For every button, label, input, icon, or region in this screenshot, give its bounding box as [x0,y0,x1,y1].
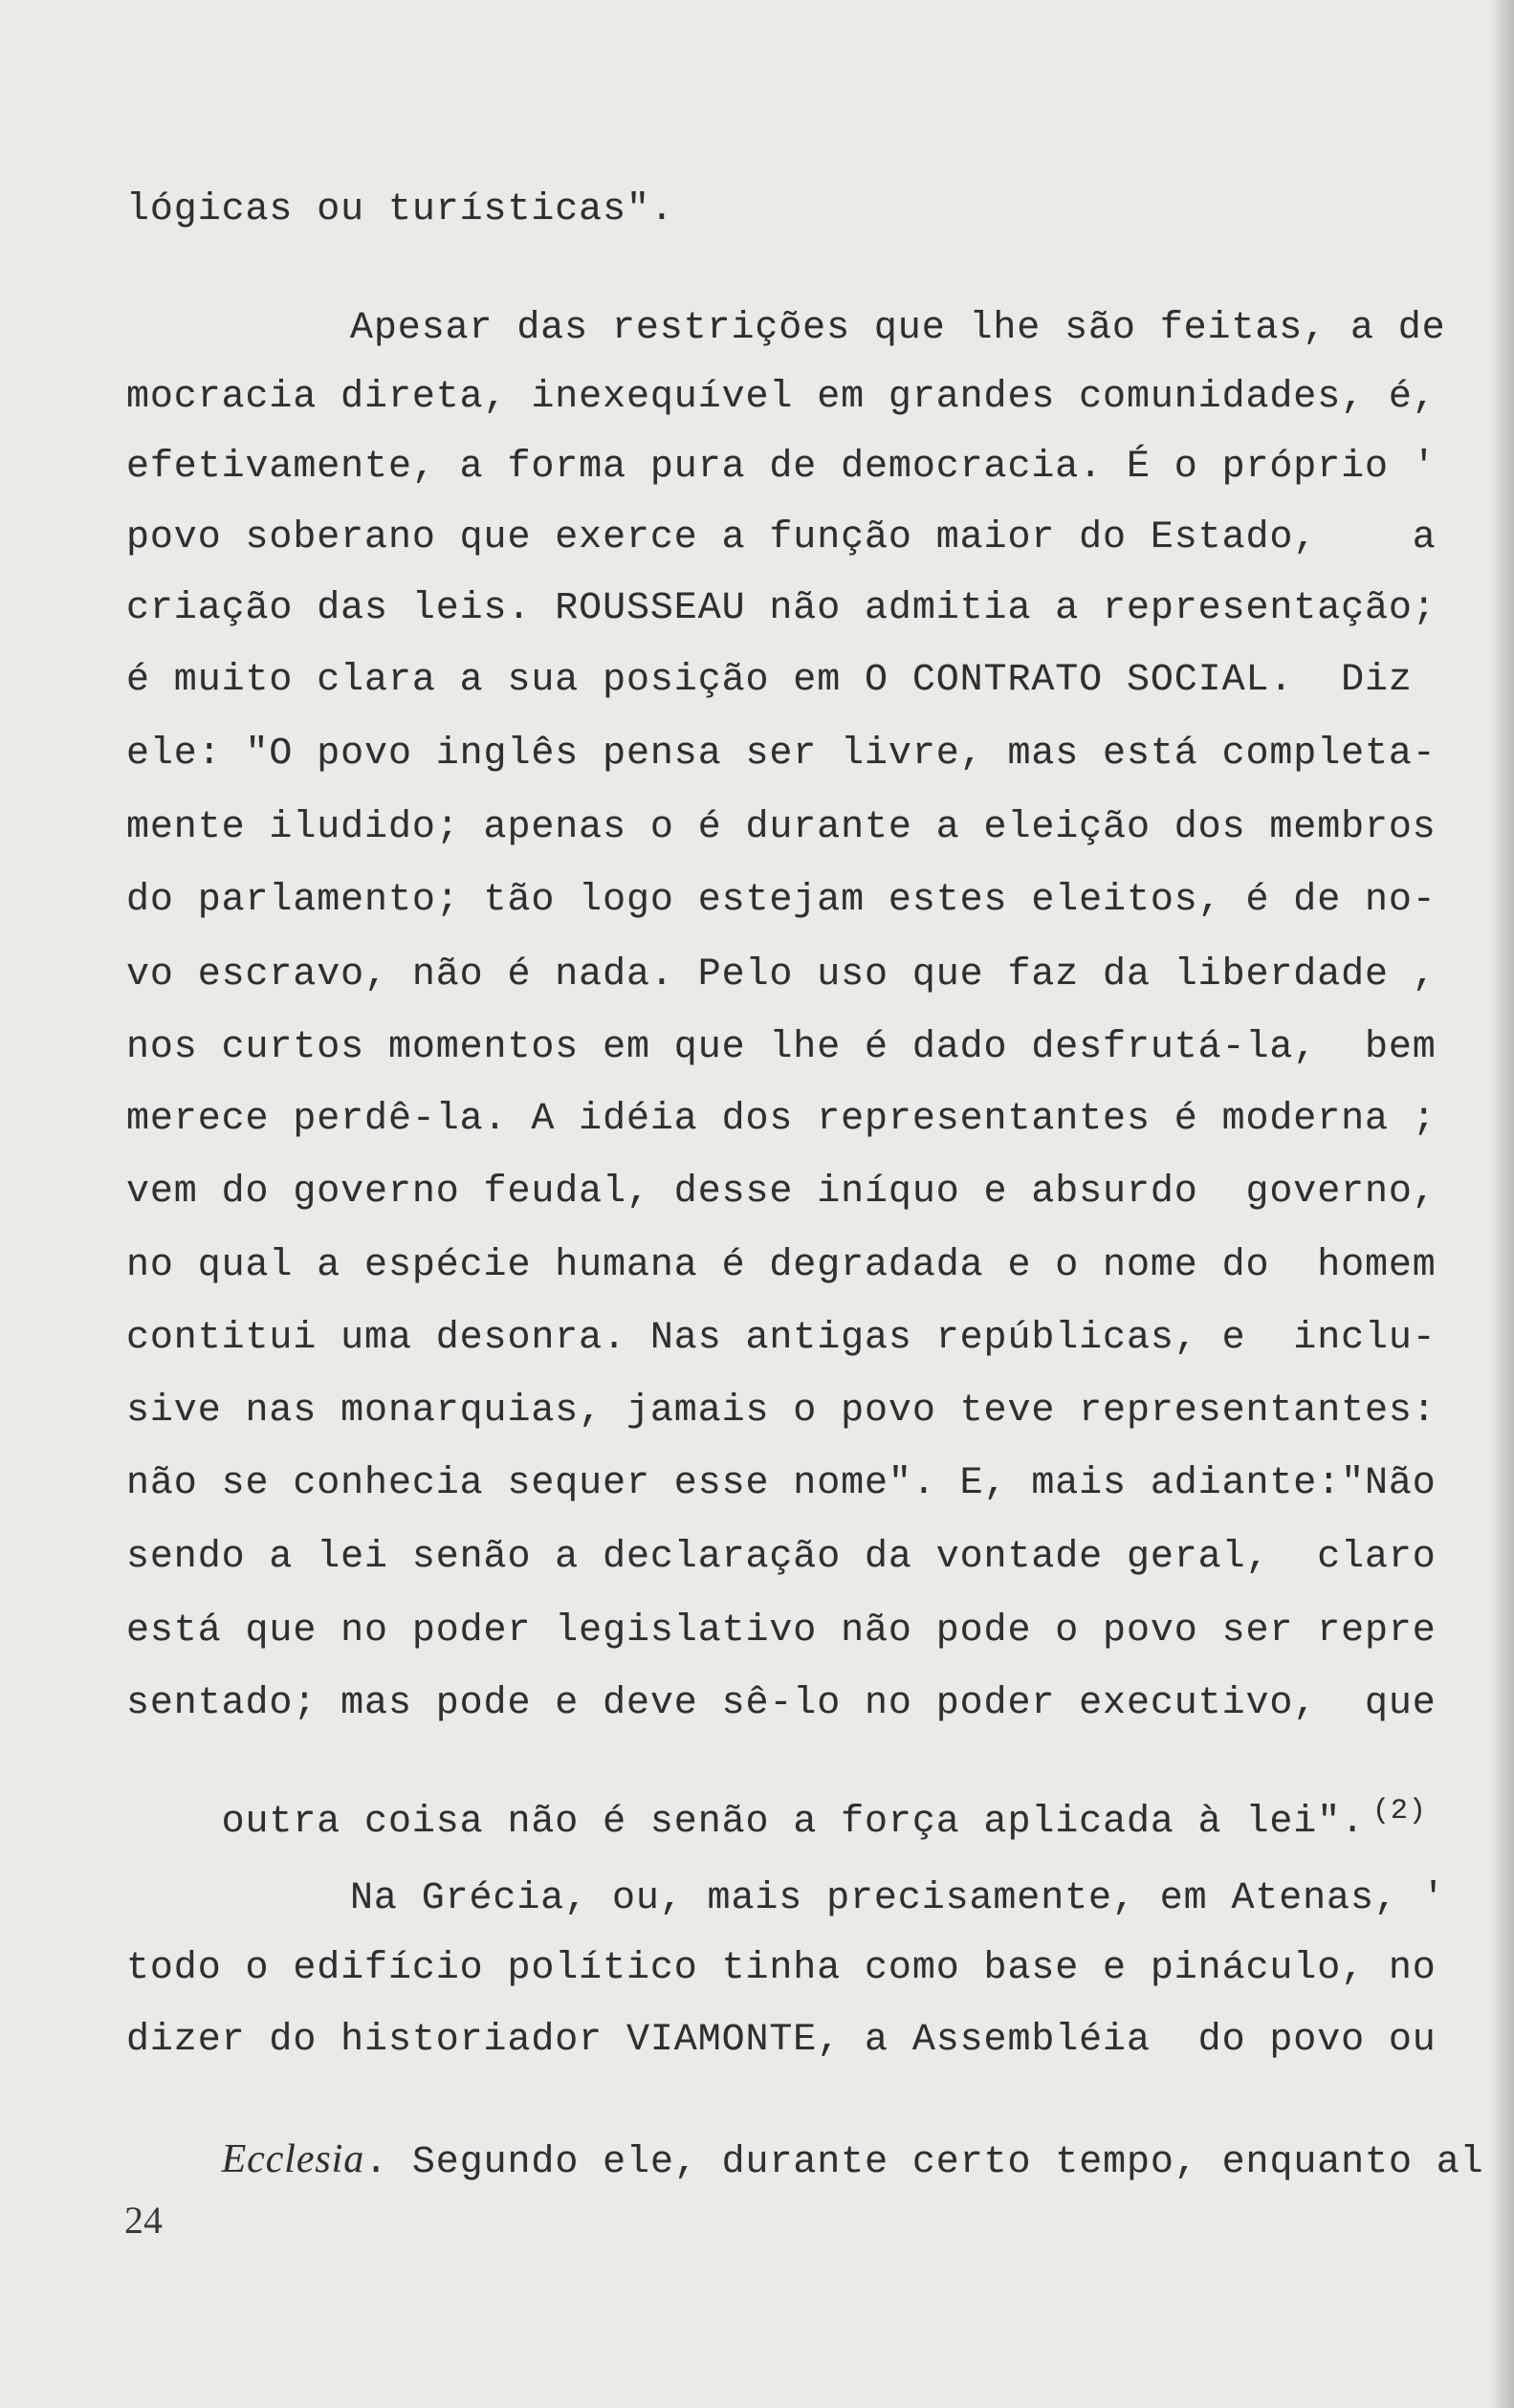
text-line-continuation: . Segundo ele, durante certo tempo, enquanto al [364,2141,1484,2184]
text-line: do parlamento; tão logo estejam estes eleitos, é de no- [126,879,1437,922]
text-line: mocracia direta, inexequível em grandes comunidades, é, [126,376,1437,419]
paragraph-start-line: Apesar das restrições que lhe são feitas, a de [350,307,1446,350]
text-line: efetivamente, a forma pura de democracia. É o próprio ' [126,446,1437,489]
text-line: vem do governo feudal, desse iníquo e absurdo governo, [126,1171,1437,1214]
page-edge-shadow [1489,0,1514,2408]
text-line: sendo a lei senão a declaração da vontade geral, claro [126,1536,1437,1579]
quotation-end-text: outra coisa não é senão a força aplicada à lei". [221,1801,1366,1844]
ecclesia-italic-word: Ecclesia [221,2137,365,2181]
footnote-marker: (2) [1372,1794,1427,1828]
text-line: criação das leis. ROUSSEAU não admitia a representação; [126,587,1437,630]
text-line: sentado; mas pode e deve sê-lo no poder executivo, que [126,1682,1437,1725]
page-number: 24 [124,2199,163,2242]
text-line: povo soberano que exerce a função maior do Estado, a [126,516,1437,559]
text-line [126,2091,1484,2232]
text-line: contitui uma desonra. Nas antigas repúblicas, e inclu- [126,1317,1437,1360]
text-line: dizer do historiador VIAMONTE, a Assembléia do povo ou [126,2019,1437,2062]
paragraph-start-line: Na Grécia, ou, mais precisamente, em Atenas, ' [350,1877,1446,1920]
text-line: está que no poder legislativo não pode o povo ser repre [126,1609,1437,1653]
text-line: sive nas monarquias, jamais o povo teve representantes: [126,1390,1437,1433]
text-line: lógicas ou turísticas". [126,188,674,231]
text-line: no qual a espécie humana é degradada e o nome do homem [126,1244,1437,1287]
text-line: nos curtos momentos em que lhe é dado desfrutá-la, bem [126,1026,1437,1069]
text-line: não se conhecia sequer esse nome". E, mais adiante:"Não [126,1462,1437,1505]
text-line: merece perdê-la. A idéia dos representantes é moderna ; [126,1098,1437,1141]
text-line: ele: "O povo inglês pensa ser livre, mas está completa- [126,733,1437,776]
text-line [126,1754,1465,1892]
text-line: é muito clara a sua posição em O CONTRATO SOCIAL. Diz [126,659,1413,702]
text-line: mente iludido; apenas o é durante a eleição dos membros [126,806,1437,849]
text-line: vo escravo, não é nada. Pelo uso que faz da liberdade , [126,953,1437,996]
text-line: todo o edifício político tinha como base e pináculo, no [126,1947,1437,1990]
